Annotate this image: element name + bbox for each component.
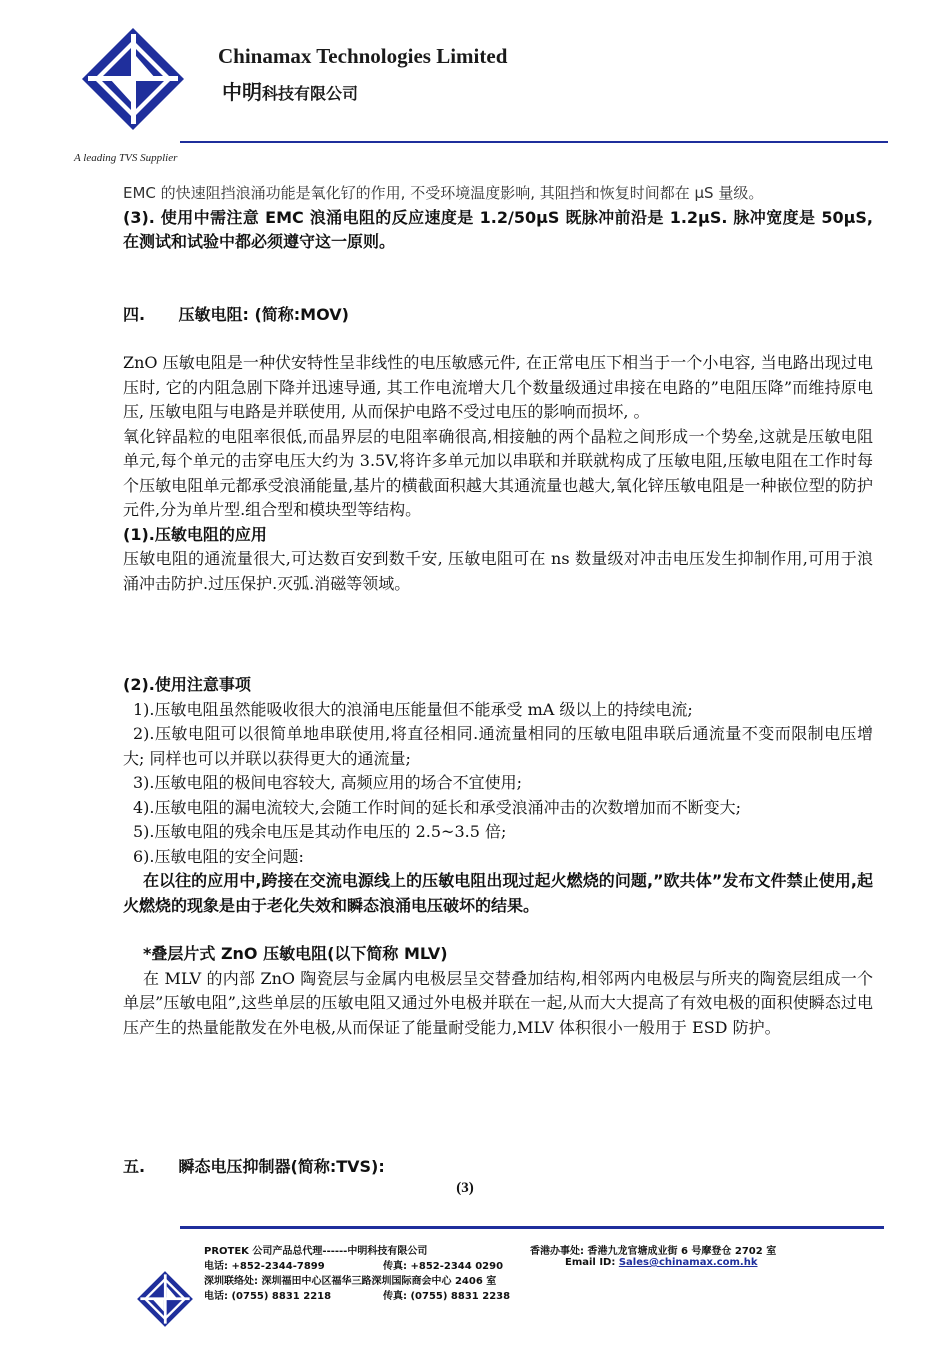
mov-paragraph-1: ZnO 压敏电阻是一种伏安特性呈非线性的电压敏感元件, 在正常电压下相当于一个小电容, 当电路出现过电压时, 它的内阻急剧下降并迅速导通, 其工作电流增大几个数量级通过串接在电路的”电阻压降”而维持原电压, 压敏电阻与电路是并联使用, 从而保护电路不受过电压的影响而损坏, 。 xyxy=(123,353,873,421)
footer-divider xyxy=(180,1226,884,1229)
page-number: (3) xyxy=(456,1180,474,1196)
emc-paragraph: EMC 的快速阻挡浪涌功能是氧化钌的作用, 不受环境温度影响, 其阻挡和恢复时间都在 μS 量级。 xyxy=(123,184,764,202)
usage-note-1: 1).压敏电阻虽然能吸收很大的浪涌电压能量但不能承受 mA 级以上的持续电流; xyxy=(133,699,693,719)
footer-fax-sz: 传真: (0755) 8831 2238 xyxy=(383,1291,511,1302)
usage-notes-heading: (2).使用注意事项 xyxy=(123,675,251,694)
footer-tel-sz: 电话: (0755) 8831 2218 xyxy=(204,1291,332,1302)
section-5-heading: 五. 瞬态电压抑制器(简称:TVS): xyxy=(123,1157,385,1176)
company-logo-icon xyxy=(80,26,186,132)
company-name-cn-main: 中明 xyxy=(222,80,262,104)
mlv-section xyxy=(123,942,873,1040)
footer-agent-line: PROTEK 公司产品总代理------中明科技有限公司 xyxy=(204,1246,428,1257)
company-name-cn xyxy=(222,76,358,105)
footer-tel-hk: 电话: +852-2344-7899 xyxy=(204,1261,325,1272)
usage-note-3: 3).压敏电阻的极间电容较大, 高频应用的场合不宜使用; xyxy=(133,773,523,792)
company-name-en: Chinamax Technologies Limited xyxy=(218,44,508,68)
usage-note-2: 2).压敏电阻可以很简单地串联使用,将直径相同.通流量相同的压敏电阻串联后通流量不变而限制电压增大; 同样也可以并联以获得更大的通流量; xyxy=(123,724,873,768)
mov-description xyxy=(123,351,873,596)
emc-note: (3). 使用中需注意 EMC 浪涌电阻的反应速度是 1.2/50μS 既脉冲前沿是 1.2μS. 脉冲宽度是 50μS, 在测试和试验中都必须遵守这一原则。 xyxy=(123,207,873,251)
footer-email xyxy=(565,1257,758,1268)
footer-email-label: Email ID: xyxy=(565,1257,619,1268)
mlv-text: 在 MLV 的内部 ZnO 陶瓷层与金属内电极层呈交替叠加结构,相邻两内电极层与所夹的陶瓷层组成一个单层”压敏电阻”,这些单层的压敏电阻又通过外电极并联在一起,从而大大提高了有效电极的面积使瞬态过电压产生的热量能散发在外电极,从而保证了能量耐受能力,MLV 体积很小一般用于 ESD 防护。 xyxy=(123,968,873,1037)
footer-fax-hk: 传真: +852-2344 0290 xyxy=(383,1261,504,1272)
mov-paragraph-2: 氧化锌晶粒的电阻率很低,而晶界层的电阻率确很高,相接触的两个晶粒之间形成一个势垒,这就是压敏电阻单元,每个单元的击穿电压大约为 3.5V,将许多单元加以串联和并联就构成了压敏电阻,压敏电阻在工作时每个压敏电阻单元都承受浪涌能量,基片的横截面积越大其通流量也越大,氧化锌压敏电阻是一种嵌位型的防护元件,分为单片型.组合型和模块型等结构。 xyxy=(123,426,873,519)
usage-note-6: 6).压敏电阻的安全问题: xyxy=(133,846,304,866)
usage-notes xyxy=(123,673,873,918)
application-text: 压敏电阻的通流量很大,可达数百安到数千安, 压敏电阻可在 ns 数量级对冲击电压发生抑制作用,可用于浪涌冲击防护.过压保护.灭弧.消磁等领域。 xyxy=(123,549,873,593)
application-heading: (1).压敏电阻的应用 xyxy=(123,524,267,544)
emc-continued-text xyxy=(123,181,873,255)
company-name-cn-suffix: 科技有限公司 xyxy=(262,84,359,103)
tagline: A leading TVS Supplier xyxy=(74,152,178,164)
footer-sz-office: 深圳联络处: 深圳福田中心区福华三路深圳国际商会中心 2406 室 xyxy=(204,1276,497,1287)
safety-warning: 在以往的应用中,跨接在交流电源线上的压敏电阻出现过起火燃烧的问题,”欧共体”发布文件禁止使用,起火燃烧的现象是由于老化失效和瞬态浪涌电压破坏的结果。 xyxy=(123,871,873,915)
footer-email-link[interactable]: Sales@chinamax.com.hk xyxy=(618,1257,758,1268)
footer-logo-icon xyxy=(136,1270,194,1328)
mlv-heading: *叠层片式 ZnO 压敏电阻(以下简称 MLV) xyxy=(143,944,448,963)
usage-note-4: 4).压敏电阻的漏电流较大,会随工作时间的延长和承受浪涌冲击的次数增加而不断变大; xyxy=(133,797,741,817)
usage-note-5: 5).压敏电阻的残余电压是其动作电压的 2.5~3.5 倍; xyxy=(133,822,507,841)
section-4-heading: 四. 压敏电阻: (简称:MOV) xyxy=(123,305,349,324)
footer-hk-office: 香港办事处: 香港九龙官塘成业街 6 号摩登仓 2702 室 xyxy=(530,1246,777,1257)
header-divider xyxy=(180,141,888,143)
